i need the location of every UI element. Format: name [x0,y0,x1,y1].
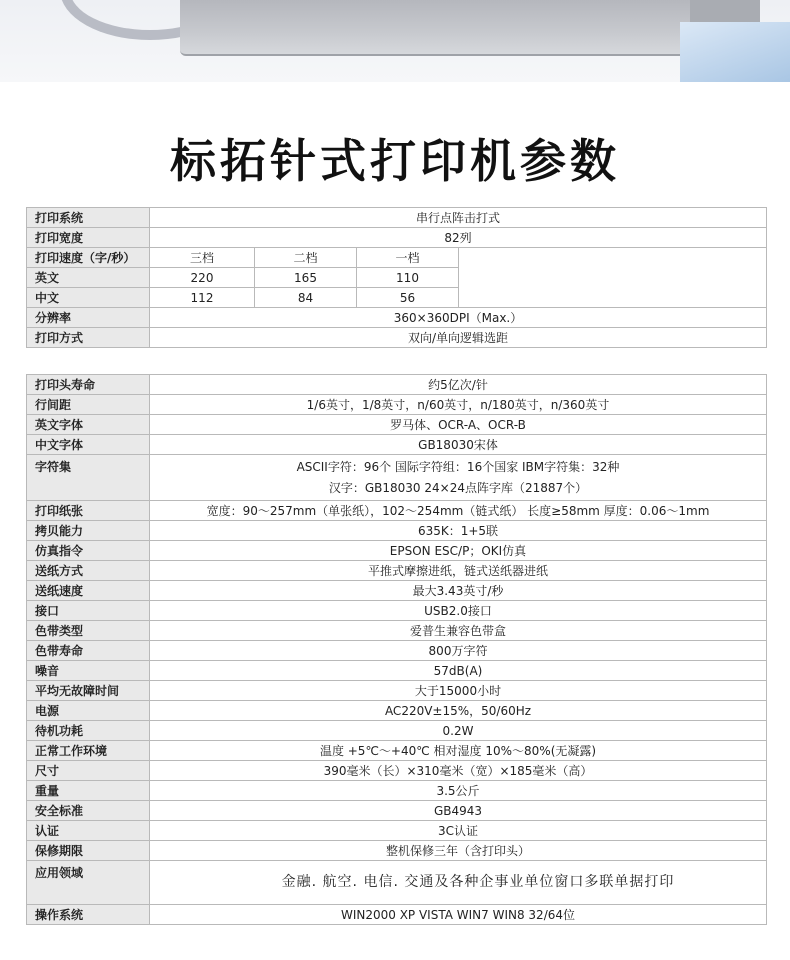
spec-label: 字符集 [27,455,150,501]
table-row [27,701,767,721]
table-row [27,375,767,395]
spec-value: 635K：1+5联 [150,521,767,541]
table-row [27,801,767,821]
table-row [27,601,767,621]
spec-label: 分辨率 [27,308,150,328]
table-row [27,541,767,561]
spec-value: USB2.0接口 [150,601,767,621]
spec-label: 安全标准 [27,801,150,821]
spec-label: 正常工作环境 [27,741,150,761]
product-photo-banner [0,0,790,82]
printer-photo-body [180,0,720,56]
spec-label: 英文字体 [27,415,150,435]
spec-label: 送纸速度 [27,581,150,601]
spec-label: 电源 [27,701,150,721]
speed-value: 112 [150,288,255,308]
spec-label: 打印方式 [27,328,150,348]
spec-value: 最大3.43英寸/秒 [150,581,767,601]
table-row [27,721,767,741]
spec-label: 拷贝能力 [27,521,150,541]
page-title: 标拓针式打印机参数 [170,134,620,188]
spec-value: EPSON ESC/P；OKI仿真 [150,541,767,561]
table-row [27,521,767,541]
spec-value: 0.2W [150,721,767,741]
spec-label: 打印速度（字/秒） [27,248,150,268]
speed-mode-header: 二档 [255,248,357,268]
table-row [27,308,767,328]
charset-line-1: ASCII字符：96个 国际字符组：16个国家 IBM字符集：32种 [296,459,620,474]
spec-label: 认证 [27,821,150,841]
speed-mode-header: 三档 [150,248,255,268]
spec-label: 打印头寿命 [27,375,150,395]
spec-label: 色带寿命 [27,641,150,661]
spec-value: 温度 +5℃～+40℃ 相对湿度 10%～80%(无凝露) [150,741,767,761]
speed-value: 84 [255,288,357,308]
table-row [27,661,767,681]
speed-value: 110 [357,268,459,288]
spec-label: 行间距 [27,395,150,415]
spec-value: 57dB(A) [150,661,767,681]
table-row [27,581,767,601]
table-row [27,435,767,455]
spec-value: 宽度：90～257mm（单张纸），102～254mm（链式纸） 长度≥58mm 厚度：0.06～1mm [150,501,767,521]
application-text: 金融. 航空. 电信. 交通及各种企事业单位窗口多联单据打印 [281,874,675,890]
spec-label: 尺寸 [27,761,150,781]
spec-label: 应用领域 [27,861,150,905]
table-row [27,501,767,521]
spec-value: 串行点阵击打式 [150,208,767,228]
spec-value: 800万字符 [150,641,767,661]
table-row [27,821,767,841]
table-row [27,681,767,701]
table-row [27,395,767,415]
table-row [27,641,767,661]
table-row [27,248,767,268]
spec-label: 中文字体 [27,435,150,455]
spec-label: 打印宽度 [27,228,150,248]
spec-value: 双向/单向逻辑选距 [150,328,767,348]
spec-value: 3C认证 [150,821,767,841]
spec-value: GB18030宋体 [150,435,767,455]
spec-value: 罗马体、OCR-A、OCR-B [150,415,767,435]
table-row [27,841,767,861]
table-row [27,328,767,348]
spec-value: 82列 [150,228,767,248]
spec-table-detail [26,374,767,925]
spec-label: 打印系统 [27,208,150,228]
spec-label: 噪音 [27,661,150,681]
charset-line-2: 汉字：GB18030 24×24点阵字库（21887个） [328,480,588,495]
spec-value [150,455,767,501]
printer-photo-background [680,22,790,82]
table-row [27,761,767,781]
spec-value: 平推式摩擦进纸，链式送纸器进纸 [150,561,767,581]
speed-mode-header: 一档 [357,248,459,268]
spec-value: WIN2000 XP VISTA WIN7 WIN8 32/64位 [150,905,767,925]
blank-cell [459,248,767,308]
spec-value [150,861,767,905]
spec-value: 1/6英寸，1/8英寸，n/60英寸，n/180英寸，n/360英寸 [150,395,767,415]
table-row [27,208,767,228]
spec-label: 送纸方式 [27,561,150,581]
spec-label: 待机功耗 [27,721,150,741]
spec-label: 保修期限 [27,841,150,861]
speed-value: 165 [255,268,357,288]
table-row [27,561,767,581]
spec-value: 390毫米（长）×310毫米（宽）×185毫米（高） [150,761,767,781]
speed-value: 56 [357,288,459,308]
spec-label: 接口 [27,601,150,621]
spec-label: 操作系统 [27,905,150,925]
table-row [27,455,767,501]
spec-value: 360×360DPI（Max.） [150,308,767,328]
spec-label: 中文 [27,288,150,308]
spec-value: 爱普生兼容色带盒 [150,621,767,641]
speed-value: 220 [150,268,255,288]
table-row [27,621,767,641]
spec-value: AC220V±15%，50/60Hz [150,701,767,721]
spec-label: 色带类型 [27,621,150,641]
spec-value: 3.5公斤 [150,781,767,801]
spec-label: 打印纸张 [27,501,150,521]
spec-value: 约5亿次/针 [150,375,767,395]
spec-value: GB4943 [150,801,767,821]
spec-label: 仿真指令 [27,541,150,561]
spec-label: 重量 [27,781,150,801]
spec-value: 大于15000小时 [150,681,767,701]
table-row [27,861,767,905]
table-row [27,781,767,801]
spec-label: 平均无故障时间 [27,681,150,701]
spec-label: 英文 [27,268,150,288]
table-row [27,415,767,435]
table-row [27,741,767,761]
spec-table-basic [26,207,767,348]
spec-value: 整机保修三年（含打印头） [150,841,767,861]
table-row [27,228,767,248]
table-row [27,905,767,925]
